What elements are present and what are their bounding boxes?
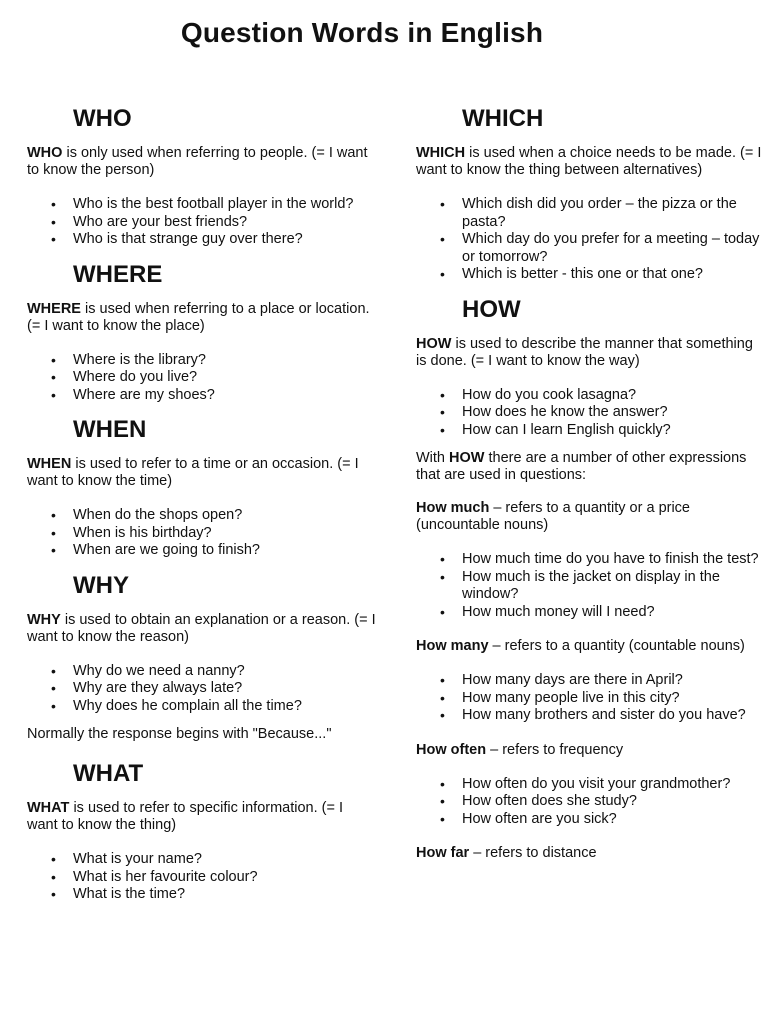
examples-which	[416, 196, 766, 284]
term-who: WHO	[27, 145, 63, 161]
examples-who	[27, 196, 377, 249]
section-heading-how: HOW	[462, 295, 521, 323]
section-heading-which: WHICH	[462, 105, 544, 132]
term-what: WHAT	[27, 800, 70, 816]
examples-where	[27, 352, 377, 405]
with-prefix: With	[416, 450, 450, 466]
section-how-far	[416, 845, 766, 862]
list-item: • Where is the library?	[73, 352, 377, 370]
section-who	[27, 104, 377, 249]
section-when	[27, 415, 377, 560]
section-heading-what: WHAT	[73, 760, 144, 787]
list-item: • How many days are there in April?	[462, 672, 766, 690]
list-item: • What is the time?	[73, 886, 377, 904]
examples-when	[27, 507, 377, 560]
list-item: • When do the shops open?	[73, 507, 377, 525]
desc-how-much: – refers to a quantity or a price (uncountable nouns)	[416, 500, 690, 533]
term-how-many: How many	[416, 638, 489, 654]
term-where: WHERE	[27, 300, 81, 317]
list-item: • How many people live in this city?	[462, 690, 766, 708]
section-heading-when: WHEN	[73, 416, 147, 443]
list-item: • How often does she study?	[462, 793, 766, 811]
list-item: • Who is the best football player in the world?	[73, 196, 377, 214]
desc-how: is used to describe the manner that something is done. (= I want to know the way)	[416, 335, 753, 369]
note-why: Normally the response begins with "Because..."	[27, 726, 332, 742]
term-which: WHICH	[416, 145, 466, 161]
list-item: • Which day do you prefer for a meeting – today or tomorrow?	[462, 231, 766, 266]
with-term: HOW	[449, 450, 485, 466]
list-item: • How does he know the answer?	[462, 404, 766, 422]
list-item: • How often are you sick?	[462, 811, 766, 829]
term-how-often: How often	[416, 741, 487, 758]
list-item: • When are we going to finish?	[73, 542, 377, 560]
section-how-often	[416, 742, 766, 829]
definition-why	[27, 612, 377, 646]
definition-when	[27, 456, 377, 490]
list-item: • Who is that strange guy over there?	[73, 231, 377, 249]
list-item: • Why does he complain all the time?	[73, 698, 377, 716]
desc-how-far: – refers to distance	[469, 845, 597, 861]
section-why	[27, 571, 377, 744]
list-item: • How much is the jacket on display in the window?	[462, 569, 766, 604]
section-how	[416, 295, 766, 485]
section-which	[416, 104, 766, 284]
examples-why	[27, 663, 377, 716]
examples-what	[27, 851, 377, 904]
list-item: • Which is better - this one or that one?	[462, 266, 766, 284]
list-item: • Why are they always late?	[73, 680, 377, 698]
list-item: • Which dish did you order – the pizza or the pasta?	[462, 196, 766, 231]
desc-why: is used to obtain an explanation or a reason. (= I want to know the reason)	[27, 611, 376, 645]
definition-how	[416, 336, 766, 370]
section-what	[27, 759, 377, 904]
desc-how-many: – refers to a quantity (countable nouns)	[488, 638, 745, 654]
how-expressions-intro	[416, 450, 766, 484]
list-item: • How many brothers and sister do you have?	[462, 707, 766, 725]
page-title: Question Words in English	[180, 17, 544, 48]
desc-what: is used to refer to specific information. (= I want to know the thing)	[27, 800, 344, 833]
section-where	[27, 260, 377, 405]
definition-how-many	[416, 638, 766, 655]
list-item: • Where are my shoes?	[73, 387, 377, 405]
desc-which: is used when a choice needs to be made. (= I want to know the thing between alternatives)	[416, 145, 762, 178]
term-how: HOW	[416, 335, 452, 352]
term-how-much: How much	[416, 500, 490, 516]
left-column	[27, 104, 377, 915]
desc-who: is only used when referring to people. (= I want to know the person)	[27, 145, 368, 178]
section-heading-why: WHY	[73, 571, 129, 599]
examples-how-much	[416, 551, 766, 621]
section-how-many	[416, 638, 766, 725]
list-item: • How can I learn English quickly?	[462, 422, 766, 440]
definition-how-far	[416, 845, 766, 862]
list-item: • How do you cook lasagna?	[462, 387, 766, 405]
definition-what	[27, 800, 377, 834]
definition-how-often	[416, 742, 766, 759]
section-heading-who: WHO	[73, 105, 132, 132]
list-item: • How much time do you have to finish the test?	[462, 551, 766, 569]
term-why: WHY	[27, 611, 61, 628]
with-suffix: there are a number of other expressions that are used in questions:	[416, 450, 747, 483]
list-item: • What is your name?	[73, 851, 377, 869]
examples-how-many	[416, 672, 766, 725]
list-item: • Where do you live?	[73, 369, 377, 387]
list-item: • How often do you visit your grandmother?	[462, 776, 766, 794]
desc-how-often: – refers to frequency	[486, 741, 624, 758]
list-item: • How much money will I need?	[462, 604, 766, 622]
list-item: • When is his birthday?	[73, 525, 377, 543]
section-heading-where: WHERE	[73, 260, 163, 288]
term-how-far: How far	[416, 845, 470, 861]
list-item: • What is her favourite colour?	[73, 869, 377, 887]
desc-where: is used when referring to a place or location. (= I want to know the place)	[27, 300, 370, 334]
examples-how-often	[416, 776, 766, 829]
right-column	[416, 104, 766, 879]
list-item: • Who are your best friends?	[73, 214, 377, 232]
desc-when: is used to refer to a time or an occasion. (= I want to know the time)	[27, 456, 359, 489]
definition-who	[27, 145, 377, 179]
examples-how	[416, 387, 766, 440]
definition-which	[416, 145, 766, 179]
section-how-much	[416, 500, 766, 621]
list-item: • Why do we need a nanny?	[73, 663, 377, 681]
definition-how-much	[416, 500, 766, 534]
term-when: WHEN	[27, 456, 72, 472]
definition-where	[27, 301, 377, 335]
